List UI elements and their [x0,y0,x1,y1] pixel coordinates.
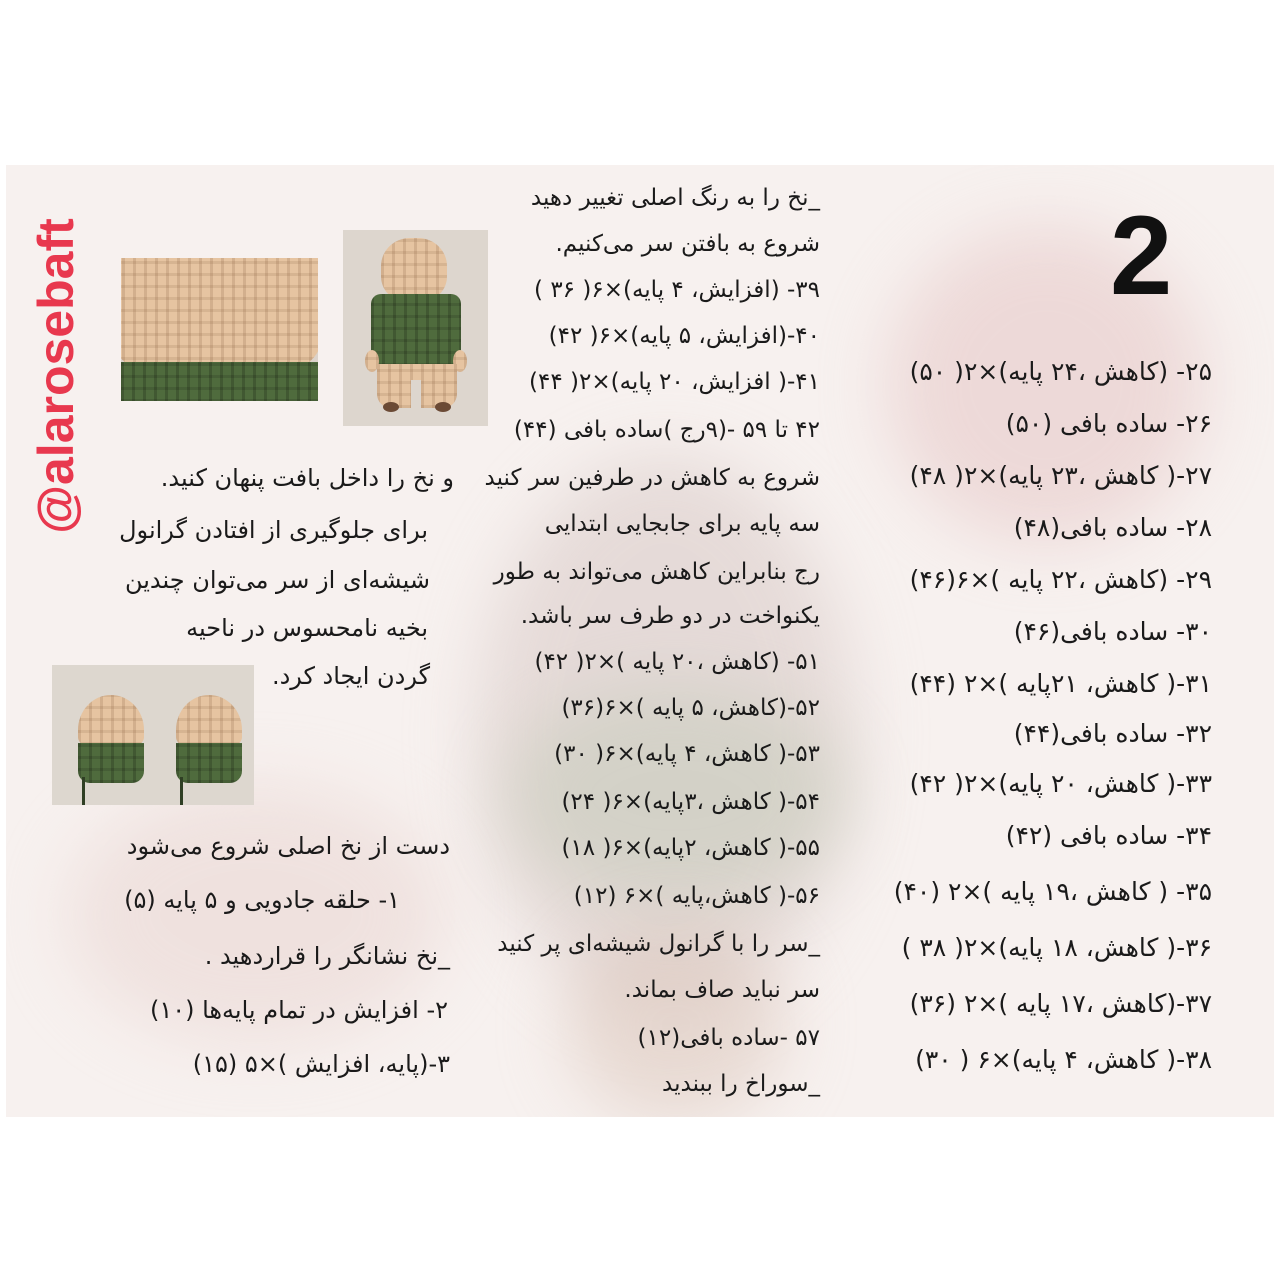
row-instruction: ۳۱-( کاهش، ۲۱پایه )×۲ (۴۴) [909,669,1212,698]
instructions-left-column [40,0,454,1280]
hand-instruction: _نخ نشانگر را قراردهید . [204,942,450,970]
note-line: بخیه نامحسوس در ناحیه [186,614,428,642]
row-instruction: ۳۲- ساده بافی(۴۴) [1013,719,1212,748]
row-instruction: ۵۱- (کاهش ،۲۰ پایه )×۲( ۴۲) [534,649,820,675]
row-instruction: سر نباید صاف بماند. [624,977,820,1003]
row-instruction: _نخ را به رنگ اصلی تغییر دهید [530,185,820,211]
row-instruction: ۵۶-( کاهش،پایه )×۶ (۱۲) [573,883,820,909]
row-instruction: ۴۲ تا ۵۹ -(۹رج )ساده بافی (۴۴) [513,417,820,443]
note-line: شیشه‌ای از سر می‌توان چندین [124,566,430,594]
row-instruction: ۲۵- (کاهش ،۲۴ پایه)×۲( ۵۰) [909,357,1212,386]
row-instruction: _سوراخ را ببندید [662,1071,820,1097]
hand-instruction: ۳-(پایه، افزایش )×۵ (۱۵) [192,1050,450,1078]
page-number: 2 [1110,193,1173,318]
row-instruction: ۳۶-( کاهش، ۱۸ پایه)×۲( ۳۸ ) [901,933,1212,962]
row-instruction: ۵۷ -ساده بافی(۱۲) [637,1025,820,1051]
row-instruction: ۲۶- ساده بافی (۵۰) [1005,409,1212,438]
row-instruction: سه پایه برای جابجایی ابتدایی [544,511,820,537]
hand-instruction: ۱- حلقه جادویی و ۵ پایه (۵) [124,886,400,914]
continuation-text: و نخ را داخل بافت پنهان کنید. [160,464,454,492]
note-line: برای جلوگیری از افتادن گرانول [119,516,428,544]
hand-instruction: دست از نخ اصلی شروع می‌شود [126,832,450,860]
row-instruction: ۳۴- ساده بافی (۴۲) [1005,821,1212,850]
row-instruction: ۳۵- ( کاهش ،۱۹ پایه )×۲ (۴۰) [893,877,1212,906]
row-instruction: ۵۴-( کاهش ،۳پایه)×۶( ۲۴) [561,789,820,815]
row-instruction: _سر را با گرانول شیشه‌ای پر کنید [497,931,820,957]
row-instruction: ۲۷-( کاهش ،۲۳ پایه)×۲( ۴۸) [909,461,1212,490]
row-instruction: ۳۰- ساده بافی(۴۶) [1013,617,1212,646]
row-instruction: ۲۸- ساده بافی(۴۸) [1013,513,1212,542]
row-instruction: رج بنابراین کاهش می‌تواند به طور [493,559,820,585]
row-instruction: ۳۷-(کاهش ،۱۷ پایه )×۲ (۳۶) [909,989,1212,1018]
row-instruction: ۳۸-( کاهش، ۴ پایه)×۶ ( ۳۰) [915,1045,1212,1074]
row-instruction: یکنواخت در دو طرف سر باشد. [520,603,820,629]
row-instruction: ۵۵-( کاهش، ۲پایه)×۶( ۱۸) [561,835,820,861]
row-instruction: ۳۳-( کاهش، ۲۰ پایه)×۲( ۴۲) [909,769,1212,798]
row-instruction: ۴۰-(افزایش، ۵ پایه)×۶( ۴۲) [548,323,820,349]
row-instruction: ۳۹- (افزایش، ۴ پایه)×۶( ۳۶ ) [534,277,820,303]
brand-handle: @alarosebaft [28,218,84,534]
row-instruction: ۲۹- (کاهش ،۲۲ پایه )×۶(۴۶) [909,565,1212,594]
row-instruction: شروع به کاهش در طرفین سر کنید [484,465,820,491]
note-line: گردن ایجاد کرد. [271,662,430,690]
row-instruction: ۴۱-( افزایش، ۲۰ پایه)×۲( ۴۴) [528,369,820,395]
row-instruction: ۵۳-( کاهش، ۴ پایه)×۶( ۳۰) [554,741,820,767]
row-instruction: شروع به بافتن سر می‌کنیم. [555,231,820,257]
hand-instruction: ۲- افزایش در تمام پایه‌ها (۱۰) [149,996,448,1024]
row-instruction: ۵۲-(کاهش، ۵ پایه )×۶(۳۶) [561,695,820,721]
